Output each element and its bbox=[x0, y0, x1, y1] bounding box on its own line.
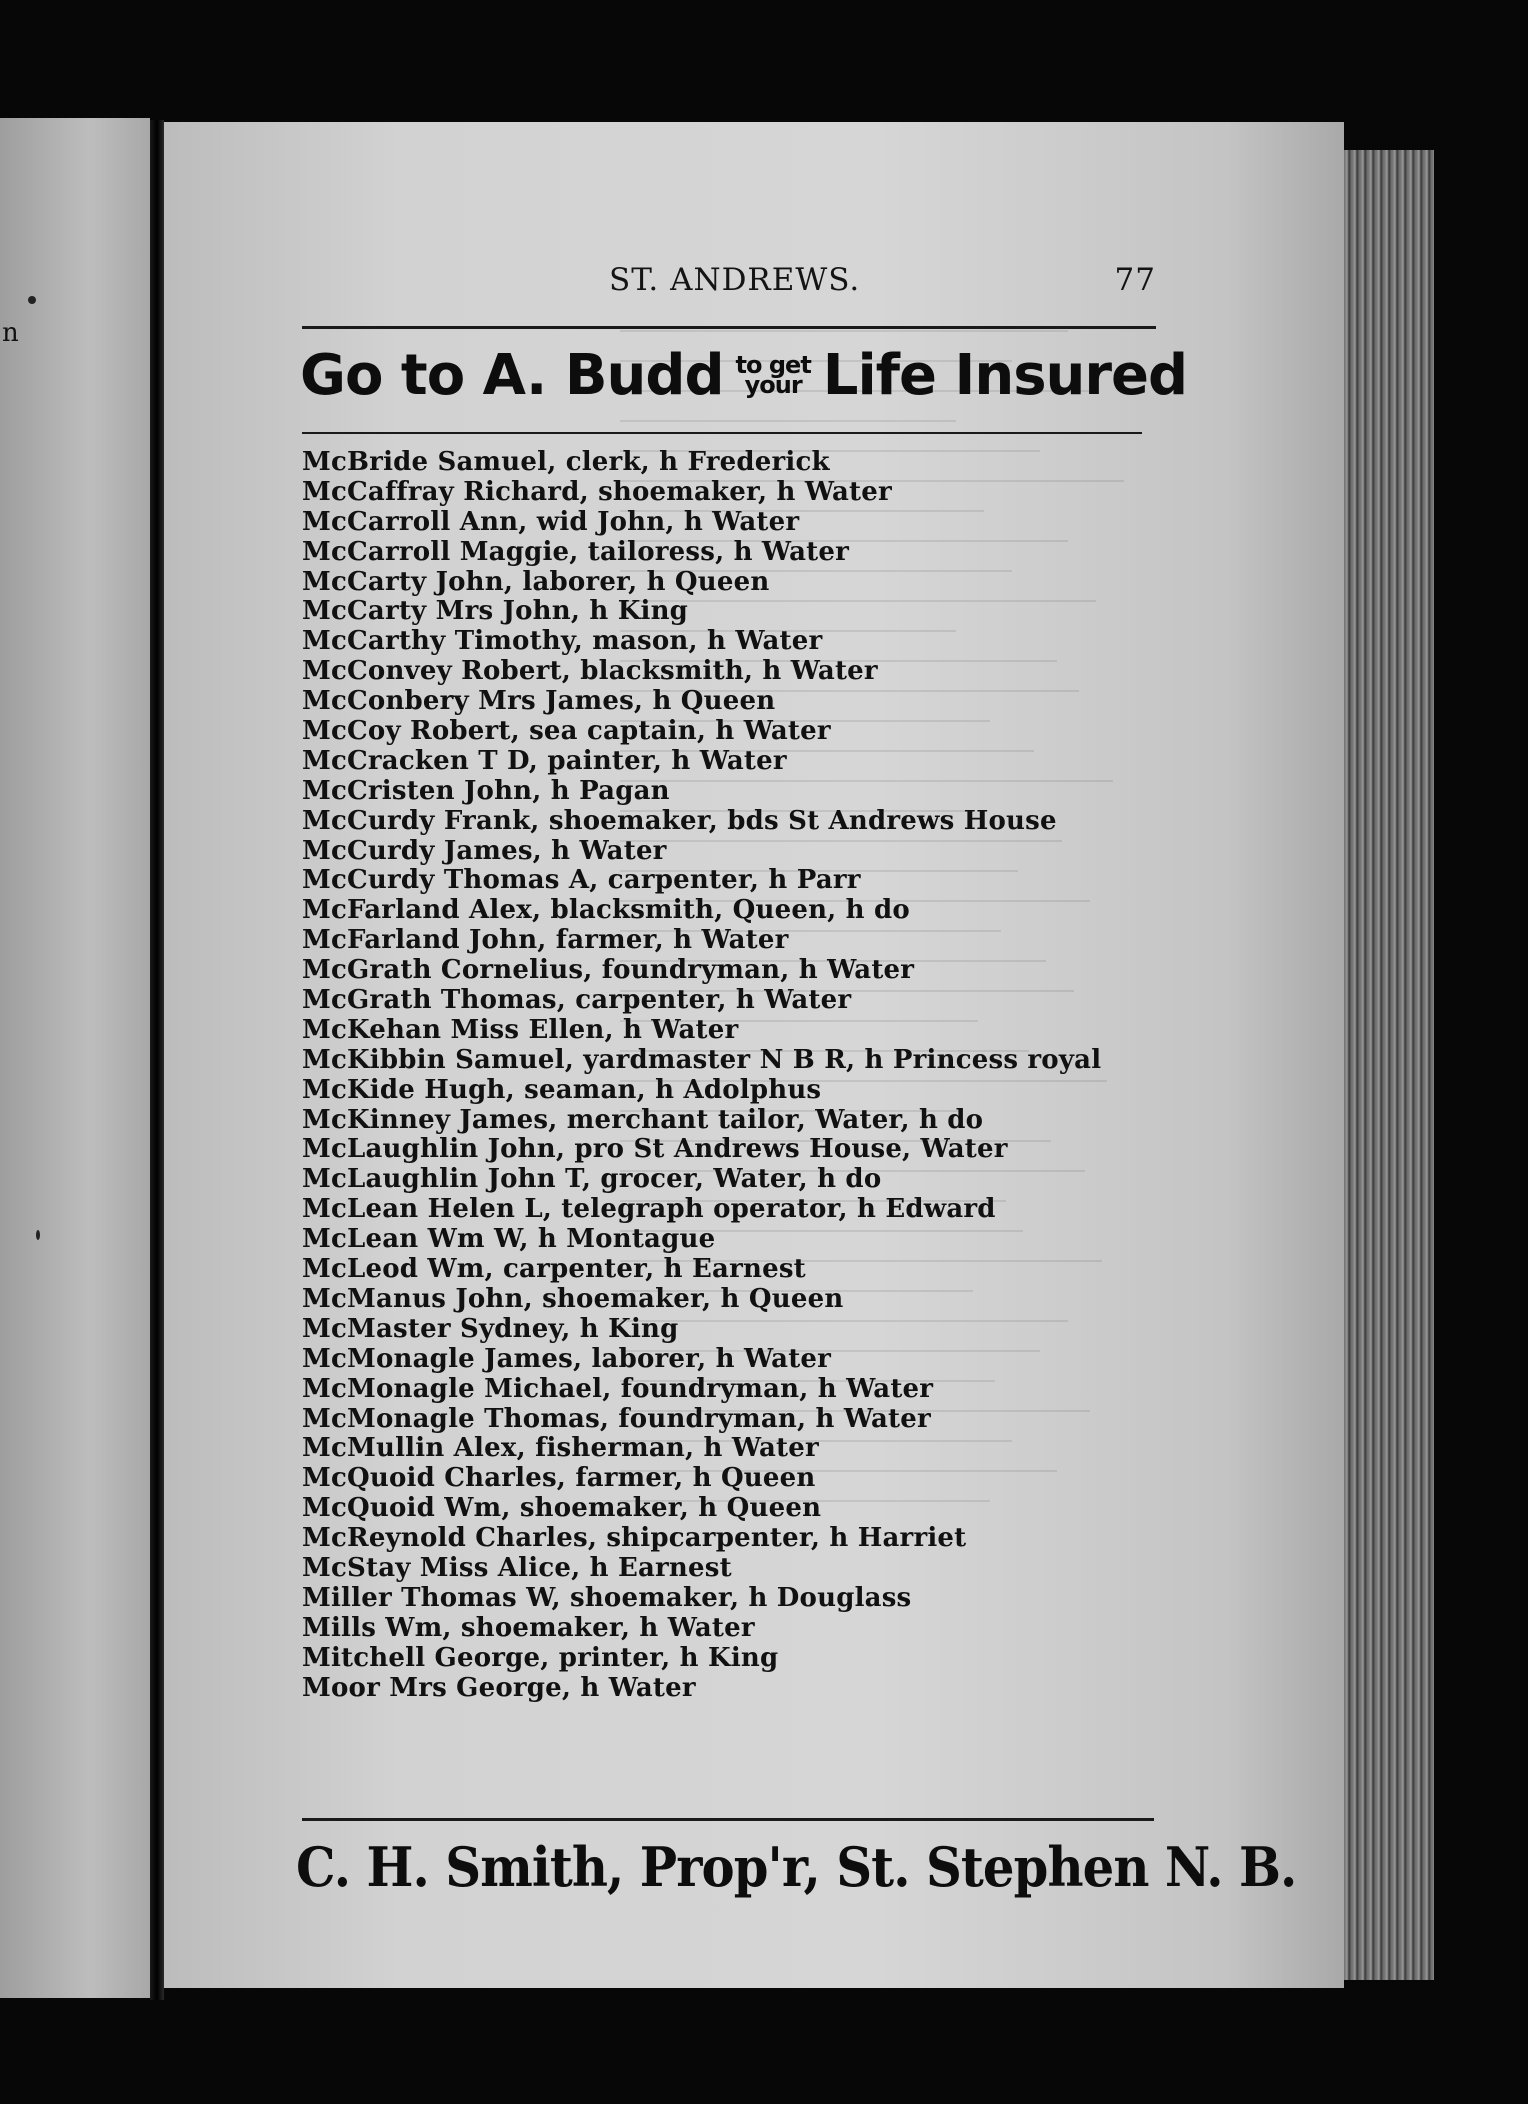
directory-entry: McManus John, shoemaker, h Queen bbox=[302, 1283, 844, 1314]
directory-entry: McKehan Miss Ellen, h Water bbox=[302, 1014, 739, 1045]
directory-entry: McStay Miss Alice, h Earnest bbox=[302, 1552, 732, 1583]
ink-speck bbox=[36, 1230, 40, 1240]
directory-entry: McGrath Thomas, carpenter, h Water bbox=[302, 985, 852, 1016]
left-page-edge bbox=[0, 118, 150, 1998]
directory-entry: McKibbin Samuel, yardmaster N B R, h Princess royal bbox=[302, 1044, 1102, 1075]
directory-entry: McQuoid Wm, shoemaker, h Queen bbox=[302, 1493, 822, 1524]
page-header bbox=[304, 262, 1156, 302]
directory-entry: McGrath Cornelius, foundryman, h Water bbox=[302, 955, 915, 986]
directory-entry: McKinney James, merchant tailor, Water, h do bbox=[302, 1104, 984, 1135]
directory-entry: McCarthy Timothy, mason, h Water bbox=[302, 626, 823, 657]
directory-entry: McCurdy James, h Water bbox=[302, 835, 667, 866]
banner-stack-top: to get bbox=[735, 351, 811, 379]
advertisement-banner bbox=[300, 335, 1188, 415]
banner-text-2: Life Insured bbox=[822, 342, 1188, 408]
directory-entry: McMullin Alex, fisherman, h Water bbox=[302, 1433, 819, 1464]
directory-entry: Moor Mrs George, h Water bbox=[302, 1672, 696, 1703]
banner-stacked-words bbox=[735, 351, 811, 399]
directory-entry: McMonagle Michael, foundryman, h Water bbox=[302, 1373, 934, 1404]
directory-entry: McLaughlin John, pro St Andrews House, Water bbox=[302, 1134, 1008, 1165]
page-edges bbox=[1344, 150, 1434, 1980]
banner-stack-bottom: your bbox=[744, 371, 802, 399]
directory-entry: Miller Thomas W, shoemaker, h Douglass bbox=[302, 1582, 912, 1613]
directory-entry: McConvey Robert, blacksmith, h Water bbox=[302, 656, 878, 687]
directory-entry: McCurdy Thomas A, carpenter, h Parr bbox=[302, 865, 861, 896]
directory-entry: McCarty Mrs John, h King bbox=[302, 596, 689, 627]
banner-rule bbox=[302, 432, 1142, 434]
directory-entry: McCarroll Maggie, tailoress, h Water bbox=[302, 536, 849, 567]
book-gutter bbox=[150, 120, 164, 2000]
directory-entry: McFarland John, farmer, h Water bbox=[302, 925, 789, 956]
directory-entry: McMonagle James, laborer, h Water bbox=[302, 1343, 832, 1374]
directory-entry: McLaughlin John T, grocer, Water, h do bbox=[302, 1164, 882, 1195]
directory-entry: Mitchell George, printer, h King bbox=[302, 1642, 779, 1673]
directory-entry: McCarty John, laborer, h Queen bbox=[302, 566, 770, 597]
directory-entry: McCaffray Richard, shoemaker, h Water bbox=[302, 476, 892, 507]
header-rule bbox=[302, 326, 1156, 329]
directory-entry: McConbery Mrs James, h Queen bbox=[302, 686, 776, 717]
directory-entry: McFarland Alex, blacksmith, Queen, h do bbox=[302, 895, 910, 926]
directory-entry: McCristen John, h Pagan bbox=[302, 775, 670, 806]
directory-entry: McLean Wm W, h Montague bbox=[302, 1224, 716, 1255]
banner-text-1: Go to A. Budd bbox=[300, 342, 724, 408]
directory-entry: McCoy Robert, sea captain, h Water bbox=[302, 716, 831, 747]
directory-entry: McQuoid Charles, farmer, h Queen bbox=[302, 1463, 816, 1494]
directory-entry: McBride Samuel, clerk, h Frederick bbox=[302, 447, 830, 477]
ink-speck bbox=[28, 296, 36, 304]
footer-advertisement: C. H. Smith, Prop'r, St. Stephen N. B. bbox=[296, 1835, 1297, 1899]
page-number: 77 bbox=[1114, 262, 1156, 298]
directory-entry: McMonagle Thomas, foundryman, h Water bbox=[302, 1403, 931, 1434]
directory-entry: McMaster Sydney, h King bbox=[302, 1313, 679, 1344]
directory-entry: McReynold Charles, shipcarpenter, h Harriet bbox=[302, 1523, 967, 1554]
directory-entry: Mills Wm, shoemaker, h Water bbox=[302, 1612, 755, 1643]
directory-entry: McCurdy Frank, shoemaker, bds St Andrews House bbox=[302, 805, 1057, 836]
left-page-fragment: n bbox=[2, 318, 19, 348]
directory-entry: McCracken T D, painter, h Water bbox=[302, 745, 787, 776]
directory-entry: McLean Helen L, telegraph operator, h Edward bbox=[302, 1194, 996, 1225]
running-head: ST. ANDREWS. bbox=[609, 262, 861, 298]
directory-entry: McCarroll Ann, wid John, h Water bbox=[302, 506, 800, 537]
directory-entries bbox=[302, 448, 1202, 1703]
directory-entry: McLeod Wm, carpenter, h Earnest bbox=[302, 1254, 806, 1285]
directory-entry: McKide Hugh, seaman, h Adolphus bbox=[302, 1074, 822, 1105]
footer-rule bbox=[302, 1818, 1154, 1821]
